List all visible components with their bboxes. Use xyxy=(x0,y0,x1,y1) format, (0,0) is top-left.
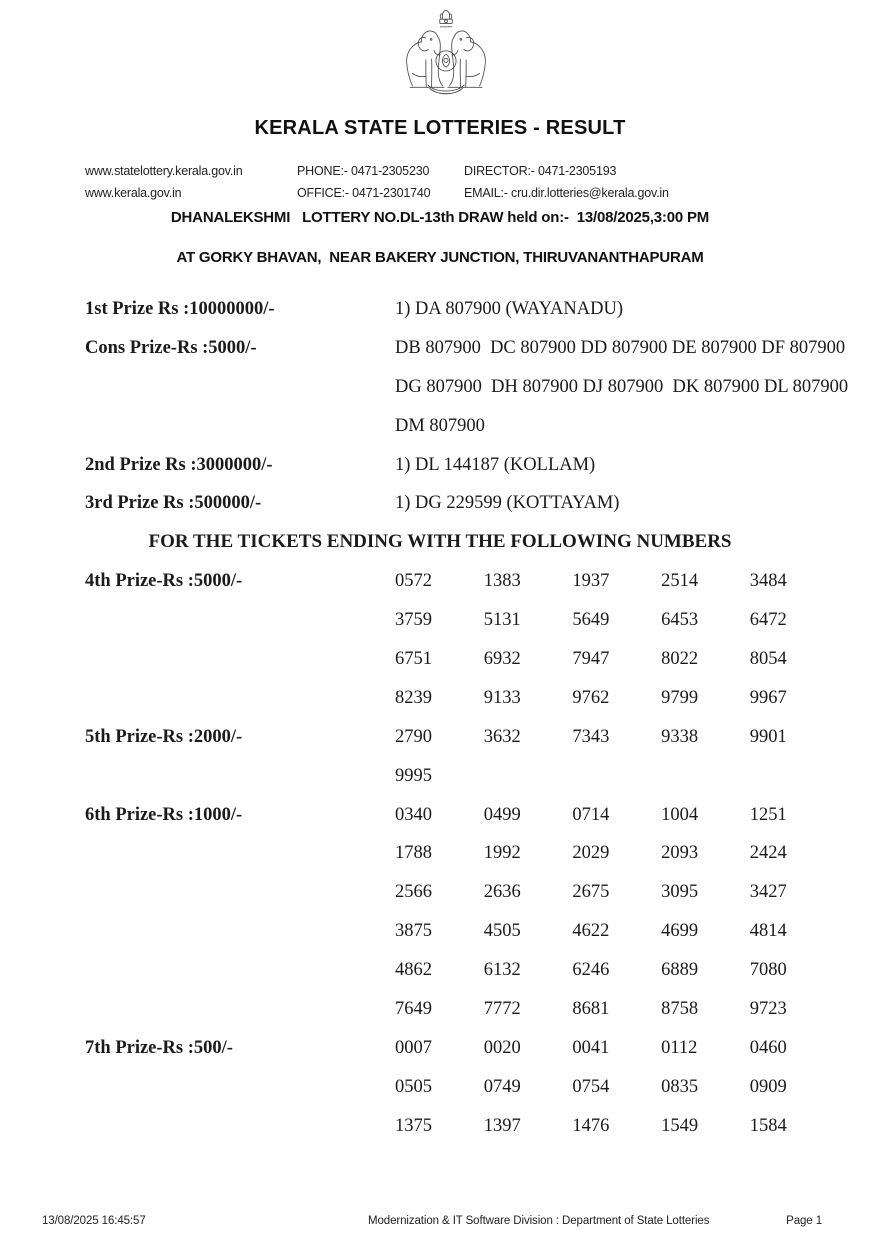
ticket-number: 0572 xyxy=(395,571,432,592)
ticket-number: 8054 xyxy=(749,649,787,670)
ticket-number: 9338 xyxy=(661,726,699,747)
prize-label: 6th Prize-Rs :1000/- xyxy=(85,804,243,825)
ticket-number-grid xyxy=(395,805,838,1038)
phone-number: PHONE:- 0471-2305230 xyxy=(297,164,430,178)
ticket-number: 6246 xyxy=(572,960,610,981)
director-number: DIRECTOR:- 0471-2305193 xyxy=(464,164,617,178)
prize-section-5th xyxy=(85,727,795,805)
ticket-number: 9133 xyxy=(483,687,521,708)
ticket-number: 3427 xyxy=(749,882,787,903)
prize-label-spacer xyxy=(85,377,395,397)
contact-row xyxy=(85,164,880,186)
ticket-number-row xyxy=(395,960,838,980)
contact-row xyxy=(85,186,880,208)
ticket-number: 9967 xyxy=(749,687,787,708)
ticket-number-row xyxy=(395,766,838,786)
ticket-number: 3875 xyxy=(395,921,432,942)
prize-winner: 1) DL 144187 (KOLLAM) xyxy=(395,454,596,475)
ticket-number-grid xyxy=(395,727,838,805)
prize-winner: 1) DG 229599 (KOTTAYAM) xyxy=(395,493,620,514)
footer-timestamp: 13/08/2025 16:45:57 xyxy=(42,1215,146,1227)
prize-row-2nd xyxy=(85,455,795,475)
prize-label: 4th Prize-Rs :5000/- xyxy=(85,571,243,592)
ticket-number: 8022 xyxy=(661,649,699,670)
ticket-number: 1397 xyxy=(483,1115,521,1136)
ticket-number: 3484 xyxy=(749,571,787,592)
prize-row-cons-cont xyxy=(85,416,795,436)
page-title: KERALA STATE LOTTERIES - RESULT xyxy=(254,117,626,139)
ticket-number: 4862 xyxy=(395,960,432,981)
prize-label: 3rd Prize Rs :500000/- xyxy=(85,493,262,514)
prize-winner: DM 807900 xyxy=(395,415,485,436)
ticket-number: 1937 xyxy=(572,571,610,592)
lion-capital-icon xyxy=(440,11,452,27)
website-statelottery: www.statelottery.kerala.gov.in xyxy=(85,164,243,178)
ticket-number: 0749 xyxy=(483,1076,521,1097)
ticket-number: 5131 xyxy=(483,610,521,631)
ticket-number: 1992 xyxy=(483,843,521,864)
ticket-number: 0340 xyxy=(395,804,432,825)
contact-info xyxy=(85,164,880,208)
ticket-number: 6453 xyxy=(661,610,699,631)
ticket-number: 2093 xyxy=(661,843,699,864)
ticket-number: 0714 xyxy=(572,804,610,825)
prize-label: Cons Prize-Rs :5000/- xyxy=(85,337,257,358)
ticket-number: 6889 xyxy=(661,960,699,981)
ticket-number: 1383 xyxy=(483,571,521,592)
ticket-number: 9723 xyxy=(749,999,787,1020)
ticket-number-row xyxy=(395,843,838,863)
ticket-number: 5649 xyxy=(572,610,610,631)
ticket-number-row xyxy=(395,882,838,902)
ticket-number-row xyxy=(395,727,838,747)
prize-winner: DG 807900 DH 807900 DJ 807900 DK 807900 DL 807900 xyxy=(395,376,849,397)
ticket-number: 1375 xyxy=(395,1115,432,1136)
ticket-number: 0020 xyxy=(483,1037,521,1058)
motto-banner-icon xyxy=(428,85,464,94)
ticket-number: 9995 xyxy=(395,765,432,786)
ticket-number-row xyxy=(395,999,838,1019)
ticket-number-grid xyxy=(395,571,838,727)
ticket-number: 2424 xyxy=(749,843,787,864)
office-number: OFFICE:- 0471-2301740 xyxy=(297,186,431,200)
results-body xyxy=(85,299,849,1155)
venue-line: AT GORKY BHAVAN, NEAR BAKERY JUNCTION, THIRUVANANTHAPURAM xyxy=(176,249,704,266)
ticket-number: 2029 xyxy=(572,843,610,864)
ticket-number-row xyxy=(395,610,838,630)
ticket-number: 9901 xyxy=(749,726,787,747)
ticket-number: 4814 xyxy=(749,921,787,942)
ticket-number: 6132 xyxy=(483,960,521,981)
ticket-number: 7772 xyxy=(483,999,521,1020)
prize-label: 1st Prize Rs :10000000/- xyxy=(85,299,275,319)
ticket-number: 0007 xyxy=(395,1037,432,1058)
ticket-number: 2636 xyxy=(483,882,521,903)
ticket-number: 1476 xyxy=(572,1115,610,1136)
ticket-number-grid xyxy=(395,1038,838,1155)
ticket-number: 0499 xyxy=(483,804,521,825)
kerala-state-emblem-icon xyxy=(398,6,494,112)
ticket-number: 1788 xyxy=(395,843,432,864)
ticket-number-row xyxy=(395,921,838,941)
ticket-number: 0835 xyxy=(661,1076,699,1097)
ticket-number: 1549 xyxy=(661,1115,699,1136)
ticket-number: 3095 xyxy=(661,882,699,903)
prize-row-cons-cont xyxy=(85,376,849,397)
elephant-icon xyxy=(407,31,444,87)
ticket-number: 0754 xyxy=(572,1076,610,1097)
ticket-number: 8681 xyxy=(572,999,610,1020)
section-heading: FOR THE TICKETS ENDING WITH THE FOLLOWING NUMBERS xyxy=(148,531,732,553)
ticket-number: 2566 xyxy=(395,882,432,903)
ticket-number: 3759 xyxy=(395,610,432,631)
ticket-number: 6751 xyxy=(395,649,432,670)
prize-row-3rd xyxy=(85,493,795,513)
ticket-number: 7649 xyxy=(395,999,432,1020)
prize-row-cons xyxy=(85,337,846,358)
ticket-number: 0041 xyxy=(572,1037,610,1058)
prize-section-4th xyxy=(85,571,795,727)
ticket-number: 0460 xyxy=(749,1037,787,1058)
ticket-number: 8239 xyxy=(395,687,432,708)
prize-row-1st xyxy=(85,299,795,319)
ticket-number: 8758 xyxy=(661,999,699,1020)
draw-title: DHANALEKSHMI LOTTERY NO.DL-13th DRAW held on:- 13/08/2025,3:00 PM xyxy=(170,209,710,226)
prize-winner: DB 807900 DC 807900 DD 807900 DE 807900 DF 807900 xyxy=(395,337,846,358)
ticket-number: 9799 xyxy=(661,687,699,708)
ticket-number: 6472 xyxy=(749,610,787,631)
ticket-number: 1251 xyxy=(749,804,787,825)
website-kerala: www.kerala.gov.in xyxy=(85,186,182,200)
ticket-number-row xyxy=(395,649,838,669)
ticket-number: 0909 xyxy=(749,1076,787,1097)
prize-section-6th xyxy=(85,805,795,1038)
prize-section-7th xyxy=(85,1038,795,1155)
prize-label: 2nd Prize Rs :3000000/- xyxy=(85,454,273,475)
ticket-number-row xyxy=(395,1038,838,1058)
email-address: EMAIL:- cru.dir.lotteries@kerala.gov.in xyxy=(464,186,669,200)
ticket-number: 2675 xyxy=(572,882,610,903)
ticket-number: 1004 xyxy=(661,804,699,825)
ticket-number-row xyxy=(395,688,838,708)
ticket-number-row xyxy=(395,805,838,825)
ticket-number: 6932 xyxy=(483,649,521,670)
ticket-number-row xyxy=(395,571,838,591)
prize-label-spacer xyxy=(85,416,395,436)
ticket-number: 3632 xyxy=(483,726,521,747)
prize-label: 5th Prize-Rs :2000/- xyxy=(85,726,243,747)
ticket-number: 2514 xyxy=(661,571,699,592)
ticket-number: 7080 xyxy=(749,960,787,981)
ticket-number: 4622 xyxy=(572,921,610,942)
prize-winner: 1) DA 807900 (WAYANADU) xyxy=(395,299,623,319)
ticket-number: 2790 xyxy=(395,726,432,747)
ticket-number: 0112 xyxy=(661,1037,698,1058)
ticket-number-row xyxy=(395,1116,838,1136)
ticket-number-row xyxy=(395,1077,838,1097)
page-footer xyxy=(0,1215,880,1235)
ticket-number: 4699 xyxy=(661,921,699,942)
ticket-number: 4505 xyxy=(483,921,521,942)
ticket-number: 1584 xyxy=(749,1115,787,1136)
ticket-number: 7947 xyxy=(572,649,610,670)
ticket-number: 0505 xyxy=(395,1076,432,1097)
prize-label: 7th Prize-Rs :500/- xyxy=(85,1037,233,1058)
footer-page-number: Page 1 xyxy=(786,1215,822,1227)
ticket-number: 9762 xyxy=(572,687,610,708)
footer-division: Modernization & IT Software Division : Department of State Lotteries xyxy=(368,1215,710,1227)
ticket-number: 7343 xyxy=(572,726,610,747)
